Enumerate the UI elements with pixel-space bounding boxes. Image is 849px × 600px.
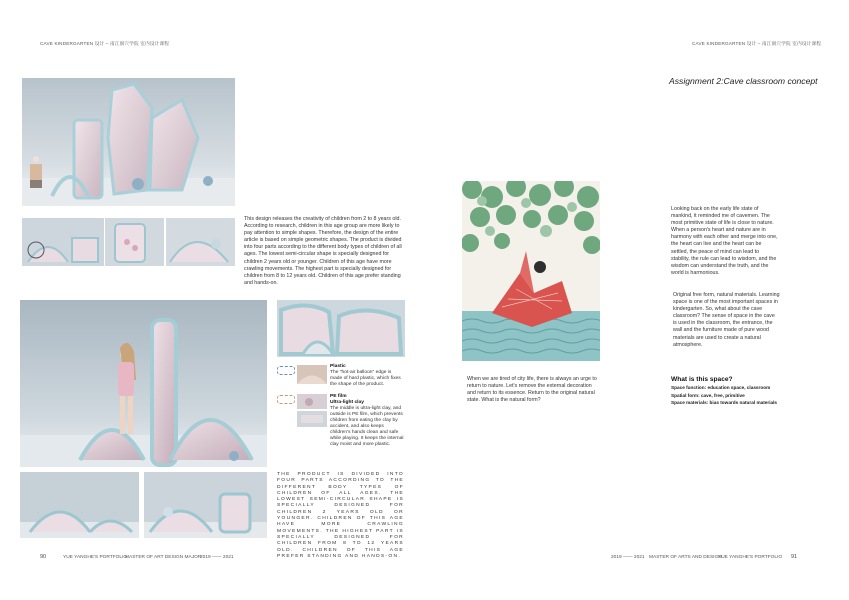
product-render-bottom-2: [144, 472, 267, 538]
header-right: CAVE KINDERGARTEN 设计 – 南江洞穴学院 室内设计课程: [692, 41, 822, 46]
material-plastic: [330, 364, 404, 388]
footer-right-years: 2019 —— 2021: [611, 555, 645, 560]
product-summary-caps: THE PRODUCT IS DIVIDED INTO FOUR PARTS ACCORDING TO THE DIFFERENT BODY TYPES OF CHILDREN OF ALL AGES. THE LOWEST SEMI-CIRCULAR SHAPE IS SPECIALLY DESIGNED FOR CHILDREN 2 YEARS OLD OR YOUNGER. CHILDREN OF THIS AGE HAVE MORE CRAWLING MOVEMENTS. THE HIGHEST PART IS SPECIALLY DESIGNED FOR CHILDREN FROM 8 TO 12 YEARS OLD. CHILDREN OF THIS AGE PREFER STANDING AND HANDS-ON.: [277, 472, 404, 559]
pe-film-legend-icon: [277, 395, 295, 404]
intro-paragraph: This design releases the creativity of children from 2 to 8 years old. According to research, children in this age group are more likely to pay attention to simple shapes. Therefore, the design of the entire article is based on simple geometric shapes. The product is divided into four parts according to the different body types of children of all ages. The lowest semi-circular shape is specially designed for children 2 years old or younger. Children of this age have more crawling movements. The highest part is specially designed for children from 8 to 12 years old. Children of this age prefer standing and hands-on.: [244, 216, 402, 286]
plastic-text: The "hot-air balloon" edge is made of hard plastic, which fixes the shape of the product.: [330, 370, 401, 387]
pe-film-swatch-1: [297, 394, 327, 409]
footer-left-program: MASTER OF ART DESIGN MAJOR: [125, 555, 202, 560]
space-features: [671, 384, 801, 407]
pe-film-swatch-2: [297, 411, 327, 427]
intro-caveman-paragraph: Looking back on the early life state of mankind, it reminded me of cavemen. The most primitive state of life is close to nature. When a person's heart and nature are in harmony with each other and merge into one, the heart can live and the heart can be settled, the peace of mind can lead to stability, the rule can lead to wisdom, and the wisdom can understand the truth, and the world is harmonious.: [671, 206, 778, 276]
pe-film-title: PE film: [330, 394, 347, 399]
product-render-child: [20, 300, 267, 467]
plastic-title: Plastic: [330, 364, 346, 369]
plastic-swatch: [297, 365, 327, 384]
cave-classroom-paragraph: Original free form, natural materials. Learning space is one of the most important spaces in kindergarten. So, what about the cave classroom? The sense of space in the cave is used in the classroom, the entrance, the wall and the furniture made of pure wood materials are used to create a natural atmosphere.: [673, 292, 780, 348]
material-closeup: [277, 300, 405, 357]
plastic-legend-icon: [277, 366, 295, 375]
space-materials-item: Space materials: bias towards natural materials: [671, 400, 778, 406]
footer-right-name: YUE YANGHE'S PORTFOLIO: [718, 555, 783, 560]
product-render-bottom-1: [20, 472, 139, 538]
product-render-small-2: [105, 218, 164, 266]
footer-right-program: MASTER OF ARTS AND DESIGN: [649, 555, 722, 560]
spatial-form-item: Spatial form: cave, free, primitive: [671, 392, 745, 398]
header-left: CAVE KINDERGARTEN 设计 – 南江洞穴学院 室内设计课程: [40, 41, 170, 46]
clay-title: Ultra-light clay: [330, 400, 364, 405]
product-render-small-1: [22, 218, 104, 266]
pe-film-text: The middle is ultra-light clay, and outside is PE film, which prevents children from eating the clay by accident, and also keeps children's hands clean and safe while playing. It keeps the internal clay moist and more plastic.: [330, 406, 404, 447]
page-number-right: 91: [791, 554, 798, 560]
nature-illustration: [462, 181, 600, 361]
nature-caption: When we are tired of city life, there is always an urge to return to nature. Let's remove the external decoration and return to its essence. Return to the original natural state. What is the natural form?: [467, 376, 597, 404]
space-function-item: Space function: education space, classroom: [671, 385, 771, 390]
footer-left-years: 2019 —— 2021: [200, 555, 234, 560]
product-render-main: [22, 78, 235, 206]
page-number-left: 90: [40, 554, 47, 560]
material-pe-film: [330, 394, 404, 448]
what-is-space-title: What is this space?: [671, 376, 733, 383]
assignment-title: Assignment 2:Cave classroom concept: [669, 76, 818, 86]
product-render-small-3: [166, 218, 235, 266]
footer-left-name: YUE YANGHE'S PORTFOLIO: [63, 555, 128, 560]
